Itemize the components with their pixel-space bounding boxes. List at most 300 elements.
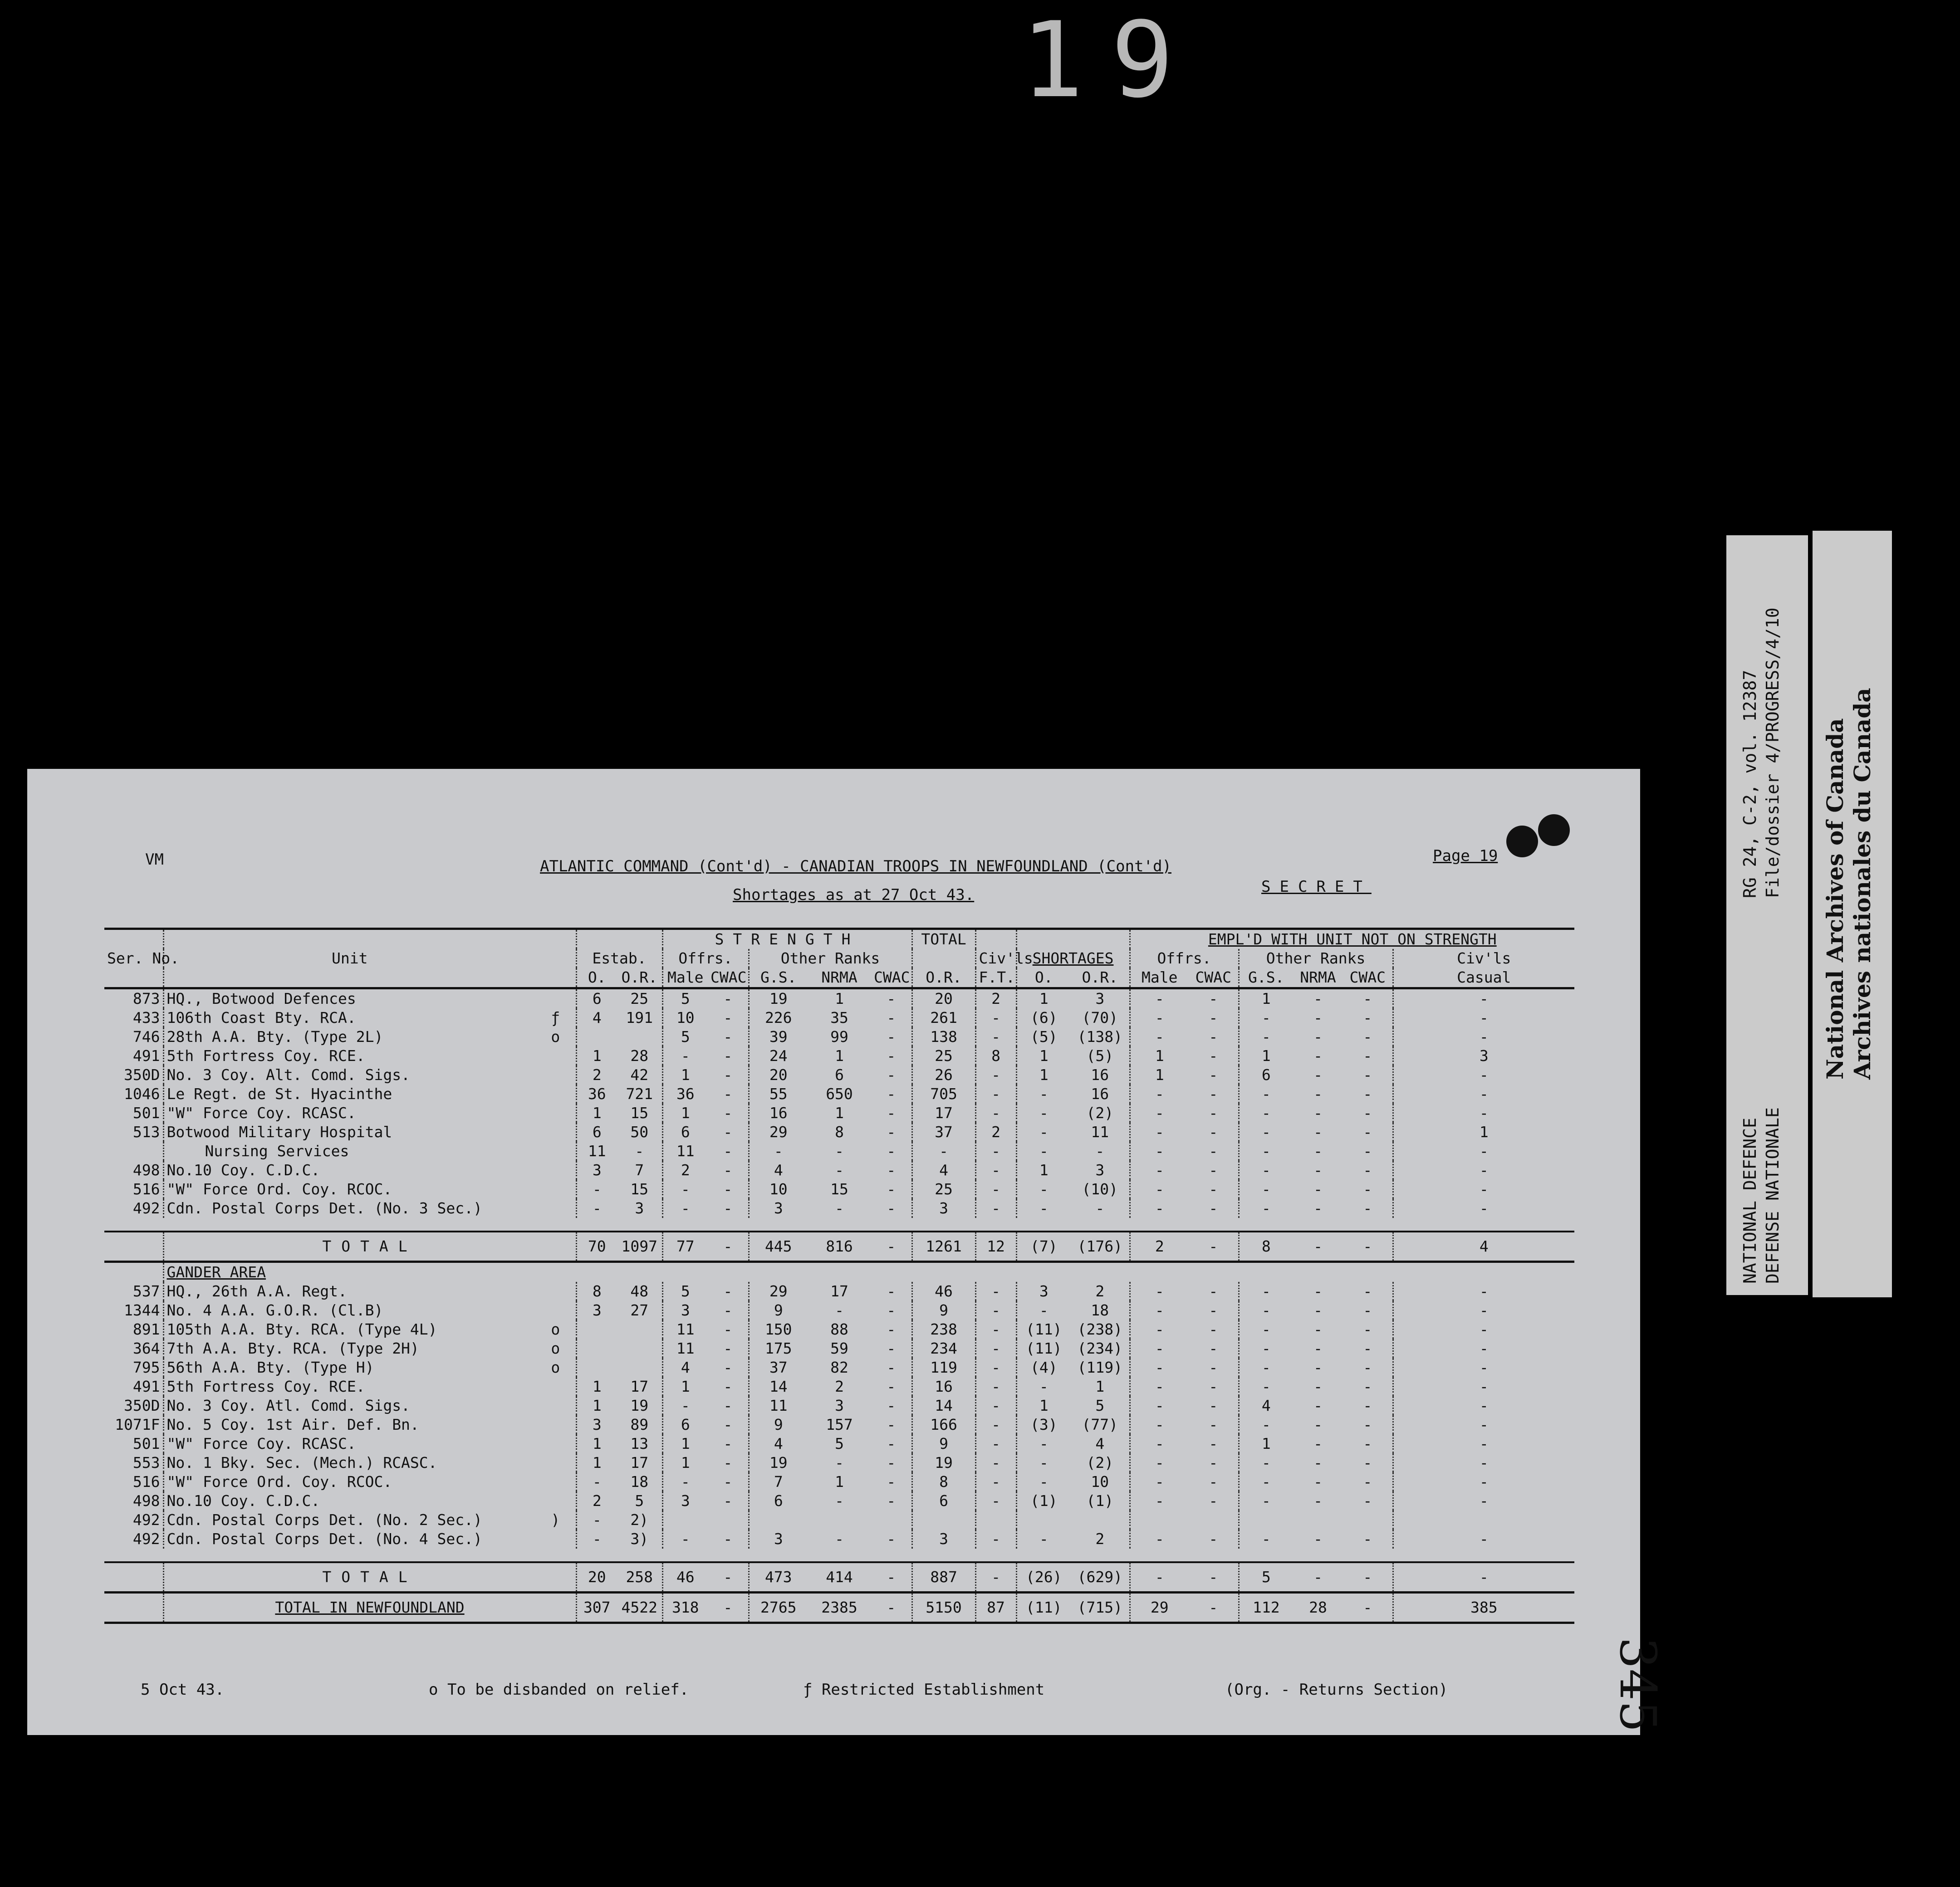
unit-marker xyxy=(535,1104,576,1123)
ser-no: 492 xyxy=(132,1530,160,1548)
cell-value: - xyxy=(1313,1104,1323,1122)
cell-value xyxy=(617,1358,662,1377)
ser-no: 516 xyxy=(132,1473,160,1491)
cell-value: - xyxy=(1363,990,1372,1007)
col-blank xyxy=(535,949,576,968)
cell-value: - xyxy=(1130,1008,1189,1027)
cell-value: - xyxy=(1313,1397,1323,1414)
unit-name: "W" Force Coy. RCASC. xyxy=(163,1104,535,1123)
cell-value: 175 xyxy=(749,1339,808,1358)
cell-value: 99 xyxy=(830,1028,848,1046)
cell-value: (5) xyxy=(1016,1027,1071,1046)
cell-value: - xyxy=(1130,1301,1189,1320)
cell-value: 4 xyxy=(662,1358,708,1377)
total-value: 87 xyxy=(975,1593,1016,1623)
total-value: 12 xyxy=(975,1232,1016,1262)
cell-value: 2 xyxy=(1095,1530,1105,1548)
cell-value: - xyxy=(723,1454,733,1471)
total-spacer xyxy=(104,1593,163,1623)
cell-value: 1 xyxy=(835,990,844,1007)
table-row xyxy=(104,1511,1574,1530)
cell-value: - xyxy=(887,1066,896,1084)
cell-value: 1 xyxy=(835,1473,844,1491)
table-body xyxy=(104,988,1574,1623)
cell-value: - xyxy=(975,1199,1016,1218)
cell-value: 59 xyxy=(830,1339,848,1357)
total-value: (176) xyxy=(1071,1232,1130,1262)
cell-value: 1 xyxy=(1130,1066,1189,1085)
cell-value: - xyxy=(975,1396,1016,1415)
cell-value: - xyxy=(1016,1377,1071,1396)
cell-value: 1 xyxy=(835,1047,844,1065)
cell-value: - xyxy=(1016,1301,1071,1320)
cell-value: 6 xyxy=(576,988,617,1009)
cell-value: - xyxy=(1209,1085,1218,1103)
cell-value: - xyxy=(723,1435,733,1452)
table-row xyxy=(104,1008,1574,1027)
cell-value: - xyxy=(975,1434,1016,1453)
cell-value: 29 xyxy=(749,1123,808,1142)
cell-value: 705 xyxy=(912,1085,975,1104)
cell-value: - xyxy=(576,1199,617,1218)
col-strength: STRENGTH xyxy=(662,929,912,949)
cell-value: 9 xyxy=(912,1434,975,1453)
sub-header: Male xyxy=(662,968,708,988)
cell-value: - xyxy=(1239,1282,1293,1301)
cell-value: - xyxy=(1393,1085,1574,1104)
cell-value: - xyxy=(1130,1161,1189,1180)
cell-value: - xyxy=(1130,1453,1189,1472)
cell-value: 5 xyxy=(635,1492,644,1510)
sub-header: G.S. xyxy=(1239,968,1293,988)
dept-fr: DEFENSE NATIONALE xyxy=(1763,1107,1783,1284)
total-value: 307 xyxy=(576,1593,617,1623)
cell-value: - xyxy=(1130,1180,1189,1199)
table-row xyxy=(104,1142,1574,1161)
cell-value: - xyxy=(887,1123,896,1141)
cell-value: - xyxy=(1363,1378,1372,1395)
spacer-row xyxy=(104,1218,1574,1232)
unit-marker xyxy=(535,1396,576,1415)
cell-value: - xyxy=(1393,1320,1574,1339)
sub-header: O.R. xyxy=(1071,968,1130,988)
total-value: - xyxy=(1189,1232,1239,1262)
cell-value: - xyxy=(1393,1472,1574,1491)
ser-no: 516 xyxy=(132,1180,160,1198)
sub-header: Male xyxy=(1130,968,1189,988)
cell-value xyxy=(912,1511,975,1530)
total-label: TOTAL xyxy=(163,1232,576,1262)
cell-value xyxy=(617,1027,662,1046)
total-value: - xyxy=(871,1562,912,1593)
cell-value: - xyxy=(1313,1085,1323,1103)
cell-value: - xyxy=(887,1047,896,1065)
cell-value: 50 xyxy=(630,1123,649,1141)
total-value: 473 xyxy=(749,1562,808,1593)
table-row xyxy=(104,1282,1574,1301)
document-sheet xyxy=(27,769,1667,1735)
cell-value: 17 xyxy=(912,1104,975,1123)
unit-name: 28th A.A. Bty. (Type 2L) xyxy=(163,1027,535,1046)
total-value: - xyxy=(708,1562,749,1593)
col-unit-sub xyxy=(163,968,535,988)
unit-marker xyxy=(535,1085,576,1104)
col-estab xyxy=(576,929,662,949)
total-value: - xyxy=(975,1562,1016,1593)
strength-table xyxy=(104,928,1574,1624)
cell-value: - xyxy=(1313,1009,1323,1027)
cell-value: - xyxy=(1209,1142,1218,1160)
ser-no: 501 xyxy=(132,1104,160,1122)
cell-value: - xyxy=(975,1008,1016,1027)
cell-value: - xyxy=(1393,1199,1574,1218)
cell-value: - xyxy=(1209,1454,1218,1471)
cell-value: - xyxy=(1130,1396,1189,1415)
cell-value: - xyxy=(887,990,896,1007)
cell-value: 1 xyxy=(662,1434,708,1453)
cell-value: 119 xyxy=(912,1358,975,1377)
col-ser-sub xyxy=(104,968,163,988)
cell-value: (4) xyxy=(1016,1358,1071,1377)
total-value: (11) xyxy=(1016,1593,1071,1623)
cell-value: 3 xyxy=(662,1301,708,1320)
cell-value: 36 xyxy=(662,1085,708,1104)
section-title: GANDER AREA xyxy=(163,1262,1574,1282)
total-row xyxy=(104,1232,1574,1262)
cell-value: 3 xyxy=(912,1530,975,1549)
cell-value: - xyxy=(1130,1377,1189,1396)
cell-value: (77) xyxy=(1082,1416,1118,1433)
cell-value xyxy=(1016,1511,1071,1530)
total-value: 20 xyxy=(576,1562,617,1593)
cell-value: 3 xyxy=(1016,1282,1071,1301)
unit-marker xyxy=(535,1453,576,1472)
total-value: 258 xyxy=(617,1562,662,1593)
table-row xyxy=(104,1301,1574,1320)
cell-value: (1) xyxy=(1086,1492,1114,1510)
cell-value: 1 xyxy=(576,1104,617,1123)
cell-value xyxy=(1189,1511,1239,1530)
cell-value: - xyxy=(1239,1123,1293,1142)
cell-value: - xyxy=(1313,1028,1323,1046)
ser-no: 491 xyxy=(132,1047,160,1065)
cell-value: 1 xyxy=(662,1377,708,1396)
cell-value: - xyxy=(1363,1454,1372,1471)
unit-name: 106th Coast Bty. RCA. xyxy=(163,1008,535,1027)
cell-value: - xyxy=(887,1435,896,1452)
table-row xyxy=(104,1530,1574,1549)
cell-value: 6 xyxy=(749,1491,808,1511)
unit-name: No. 5 Coy. 1st Air. Def. Bn. xyxy=(163,1415,535,1434)
cell-value: - xyxy=(1239,1377,1293,1396)
unit-name: No.10 Coy. C.D.C. xyxy=(163,1491,535,1511)
cell-value: 1 xyxy=(1239,988,1293,1009)
cell-value: - xyxy=(1363,1435,1372,1452)
cell-value: (138) xyxy=(1077,1028,1122,1046)
cell-value: - xyxy=(1363,1301,1372,1319)
cell-value: - xyxy=(1313,1339,1323,1357)
cell-value: 4 xyxy=(576,1008,617,1027)
cell-value: 19 xyxy=(749,988,808,1009)
total-value: 4 xyxy=(1393,1232,1574,1262)
unit-marker xyxy=(535,1046,576,1066)
cell-value: 2) xyxy=(630,1511,649,1529)
cell-value: 1 xyxy=(576,1453,617,1472)
cell-value: 1 xyxy=(1095,1378,1105,1395)
table-row xyxy=(104,1320,1574,1339)
table-row xyxy=(104,1046,1574,1066)
cell-value: 7 xyxy=(749,1472,808,1491)
col-total-sub xyxy=(912,949,975,968)
sub-header: NRMA xyxy=(1293,968,1343,988)
cell-value: - xyxy=(635,1142,644,1160)
cell-value: 3 xyxy=(662,1491,708,1511)
cell-value xyxy=(1343,1511,1393,1530)
cell-value: - xyxy=(1393,1415,1574,1434)
header-row-3 xyxy=(104,968,1574,988)
cell-value: - xyxy=(1313,1435,1323,1452)
cell-value: - xyxy=(1313,1142,1323,1160)
total-value: 70 xyxy=(576,1232,617,1262)
total-value: - xyxy=(1130,1562,1189,1593)
total-value: 29 xyxy=(1130,1593,1189,1623)
cell-value: - xyxy=(1363,1104,1372,1122)
cell-value: 39 xyxy=(749,1027,808,1046)
total-value: 2385 xyxy=(808,1593,871,1623)
cell-value: - xyxy=(1393,1358,1574,1377)
cell-value: - xyxy=(887,1320,896,1338)
ser-no: 498 xyxy=(132,1161,160,1179)
col-ser xyxy=(104,929,163,949)
unit-name: "W" Force Coy. RCASC. xyxy=(163,1434,535,1453)
unit-name: No. 1 Bky. Sec. (Mech.) RCASC. xyxy=(163,1453,535,1472)
total-value: - xyxy=(1343,1562,1393,1593)
cell-value xyxy=(808,1511,871,1530)
cell-value: - xyxy=(723,1473,733,1491)
cell-value: 3 xyxy=(749,1530,808,1549)
cell-value: 1 xyxy=(1239,1434,1293,1453)
unit-name: 5th Fortress Coy. RCE. xyxy=(163,1046,535,1066)
cell-value: - xyxy=(1239,1530,1293,1549)
cell-value: - xyxy=(1016,1104,1071,1123)
unit-name: Botwood Military Hospital xyxy=(163,1123,535,1142)
handwritten-folio-number: 345 xyxy=(1608,1637,1667,1732)
cell-value: - xyxy=(1209,1123,1218,1141)
cell-value: - xyxy=(1393,1161,1574,1180)
cell-value: 5 xyxy=(835,1435,844,1452)
col-unit-label: Unit xyxy=(163,949,535,968)
cell-value: - xyxy=(723,1180,733,1198)
page-number: Page 19 xyxy=(1433,847,1498,865)
total-value: 816 xyxy=(808,1232,871,1262)
ser-no: 364 xyxy=(132,1339,160,1357)
cell-value xyxy=(1393,1511,1574,1530)
cell-value: - xyxy=(723,1066,733,1084)
cell-value: - xyxy=(1130,1282,1189,1301)
total-value: 77 xyxy=(662,1232,708,1262)
sub-header: CWAC xyxy=(871,968,912,988)
cell-value: - xyxy=(1016,1085,1071,1104)
cell-value: - xyxy=(1209,1066,1218,1084)
cell-value: 10 xyxy=(662,1008,708,1027)
header-row-1 xyxy=(104,929,1574,949)
cell-value: - xyxy=(662,1396,708,1415)
cell-value: 3 xyxy=(749,1199,808,1218)
cell-value: - xyxy=(1393,1396,1574,1415)
col-civls xyxy=(975,929,1016,949)
cell-value: - xyxy=(662,1180,708,1199)
section-spacer xyxy=(104,1262,163,1282)
cell-value: 19 xyxy=(749,1453,808,1472)
unit-marker xyxy=(535,1377,576,1396)
cell-value: 8 xyxy=(975,1046,1016,1066)
sub-header: O.R. xyxy=(617,968,662,988)
cell-value: - xyxy=(723,1416,733,1433)
total-value: - xyxy=(871,1232,912,1262)
cell-value: - xyxy=(1363,1492,1372,1510)
unit-name: "W" Force Ord. Coy. RCOC. xyxy=(163,1472,535,1491)
cell-value: - xyxy=(662,1530,708,1549)
cell-value: (1) xyxy=(1016,1491,1071,1511)
col-shortages xyxy=(1016,929,1130,949)
cell-value: 166 xyxy=(912,1415,975,1434)
unit-marker xyxy=(535,1472,576,1491)
cell-value: - xyxy=(1130,1027,1189,1046)
col-estab-label: Estab. xyxy=(576,949,662,968)
cell-value: - xyxy=(975,1453,1016,1472)
total-value: 2765 xyxy=(749,1593,808,1623)
cell-value: - xyxy=(576,1530,617,1549)
cell-value: - xyxy=(1313,1180,1323,1198)
cell-value xyxy=(1071,1511,1130,1530)
unit-name: No. 3 Coy. Atl. Comd. Sigs. xyxy=(163,1396,535,1415)
table-row xyxy=(104,1066,1574,1085)
cell-value: - xyxy=(1209,1320,1218,1338)
cell-value: 150 xyxy=(749,1320,808,1339)
cell-value: - xyxy=(887,1180,896,1198)
cell-value: - xyxy=(912,1142,975,1161)
cell-value: - xyxy=(1393,1008,1574,1027)
unit-marker: ƒ xyxy=(551,1009,560,1027)
section-row xyxy=(104,1262,1574,1282)
ser-no: 746 xyxy=(132,1028,160,1046)
ser-no: 491 xyxy=(132,1378,160,1395)
cell-value: 11 xyxy=(1091,1123,1109,1141)
cell-value: 18 xyxy=(1091,1301,1109,1319)
cell-value: 3 xyxy=(576,1301,617,1320)
cell-value: - xyxy=(1363,1047,1372,1065)
cell-value xyxy=(708,1511,749,1530)
cell-value: 4 xyxy=(749,1161,808,1180)
cell-value: - xyxy=(887,1282,896,1300)
cell-value: 3 xyxy=(1393,1046,1574,1066)
ser-no: 498 xyxy=(132,1492,160,1510)
cell-value: 9 xyxy=(912,1301,975,1320)
total-value: - xyxy=(871,1593,912,1623)
ser-no: 1046 xyxy=(124,1085,160,1103)
cell-value: 89 xyxy=(630,1416,649,1433)
cell-value: - xyxy=(887,1530,896,1548)
total-spacer xyxy=(104,1232,163,1262)
cell-value: 19 xyxy=(630,1397,649,1414)
cell-value: - xyxy=(1363,1085,1372,1103)
cell-value: 234 xyxy=(912,1339,975,1358)
header-row-2 xyxy=(104,949,1574,968)
unit-marker: o xyxy=(551,1339,560,1357)
col-shortages-label: SHORTAGES xyxy=(1016,949,1130,968)
cell-value: - xyxy=(1209,1009,1218,1027)
cell-value: 14 xyxy=(912,1396,975,1415)
cell-value: 9 xyxy=(749,1301,808,1320)
ser-no: 350D xyxy=(124,1397,160,1414)
cell-value: - xyxy=(887,1085,896,1103)
cell-value: 20 xyxy=(912,988,975,1009)
cell-value: - xyxy=(1313,1123,1323,1141)
footer-date: 5 Oct 43. xyxy=(141,1681,225,1699)
cell-value: 650 xyxy=(826,1085,853,1103)
cell-value: - xyxy=(975,1320,1016,1339)
cell-value xyxy=(871,1511,912,1530)
cell-value: - xyxy=(1016,1530,1071,1549)
cell-value xyxy=(576,1358,617,1377)
cell-value: - xyxy=(1239,1142,1293,1161)
cell-value: (2) xyxy=(1086,1104,1114,1122)
table-row xyxy=(104,1377,1574,1396)
cell-value: - xyxy=(1239,1301,1293,1320)
cell-value: - xyxy=(723,1530,733,1548)
sub-header: F.T. xyxy=(975,968,1016,988)
sub-header: NRMA xyxy=(808,968,871,988)
cell-value: (11) xyxy=(1016,1339,1071,1358)
footer-org: (Org. - Returns Section) xyxy=(1225,1681,1448,1699)
cell-value xyxy=(617,1320,662,1339)
cell-value: 2 xyxy=(975,988,1016,1009)
total-value: 1097 xyxy=(617,1232,662,1262)
cell-value: - xyxy=(975,1180,1016,1199)
cell-value: 18 xyxy=(630,1473,649,1491)
cell-value: 191 xyxy=(626,1009,653,1027)
table-row xyxy=(104,988,1574,1009)
vm-mark: VM xyxy=(145,851,164,869)
cell-value: 25 xyxy=(912,1046,975,1066)
cell-value: 3 xyxy=(576,1415,617,1434)
cell-value: (5) xyxy=(1086,1047,1114,1065)
cell-value: 1 xyxy=(1130,1046,1189,1066)
cell-value: 3 xyxy=(1095,990,1105,1007)
cell-value: - xyxy=(576,1511,617,1530)
cell-value: - xyxy=(723,1359,733,1376)
cell-value: 1 xyxy=(1016,988,1071,1009)
cell-value: - xyxy=(1209,1378,1218,1395)
col-empld-or-label: Other Ranks xyxy=(1239,949,1393,968)
table-row xyxy=(104,1085,1574,1104)
cell-value: - xyxy=(887,1009,896,1027)
total-value: (26) xyxy=(1016,1562,1071,1593)
cell-value: - xyxy=(1209,1359,1218,1376)
cell-value: - xyxy=(887,1104,896,1122)
cell-value xyxy=(662,1511,708,1530)
cell-value: - xyxy=(1393,1339,1574,1358)
cell-value: - xyxy=(1016,1123,1071,1142)
cell-value: - xyxy=(723,1028,733,1046)
cell-value: - xyxy=(835,1142,844,1160)
cell-value: 1 xyxy=(576,1434,617,1453)
cell-value: 16 xyxy=(912,1377,975,1396)
total-value: 1261 xyxy=(912,1232,975,1262)
sub-header: Casual xyxy=(1393,968,1574,988)
unit-name: 5th Fortress Coy. RCE. xyxy=(163,1377,535,1396)
cell-value: 88 xyxy=(830,1320,848,1338)
